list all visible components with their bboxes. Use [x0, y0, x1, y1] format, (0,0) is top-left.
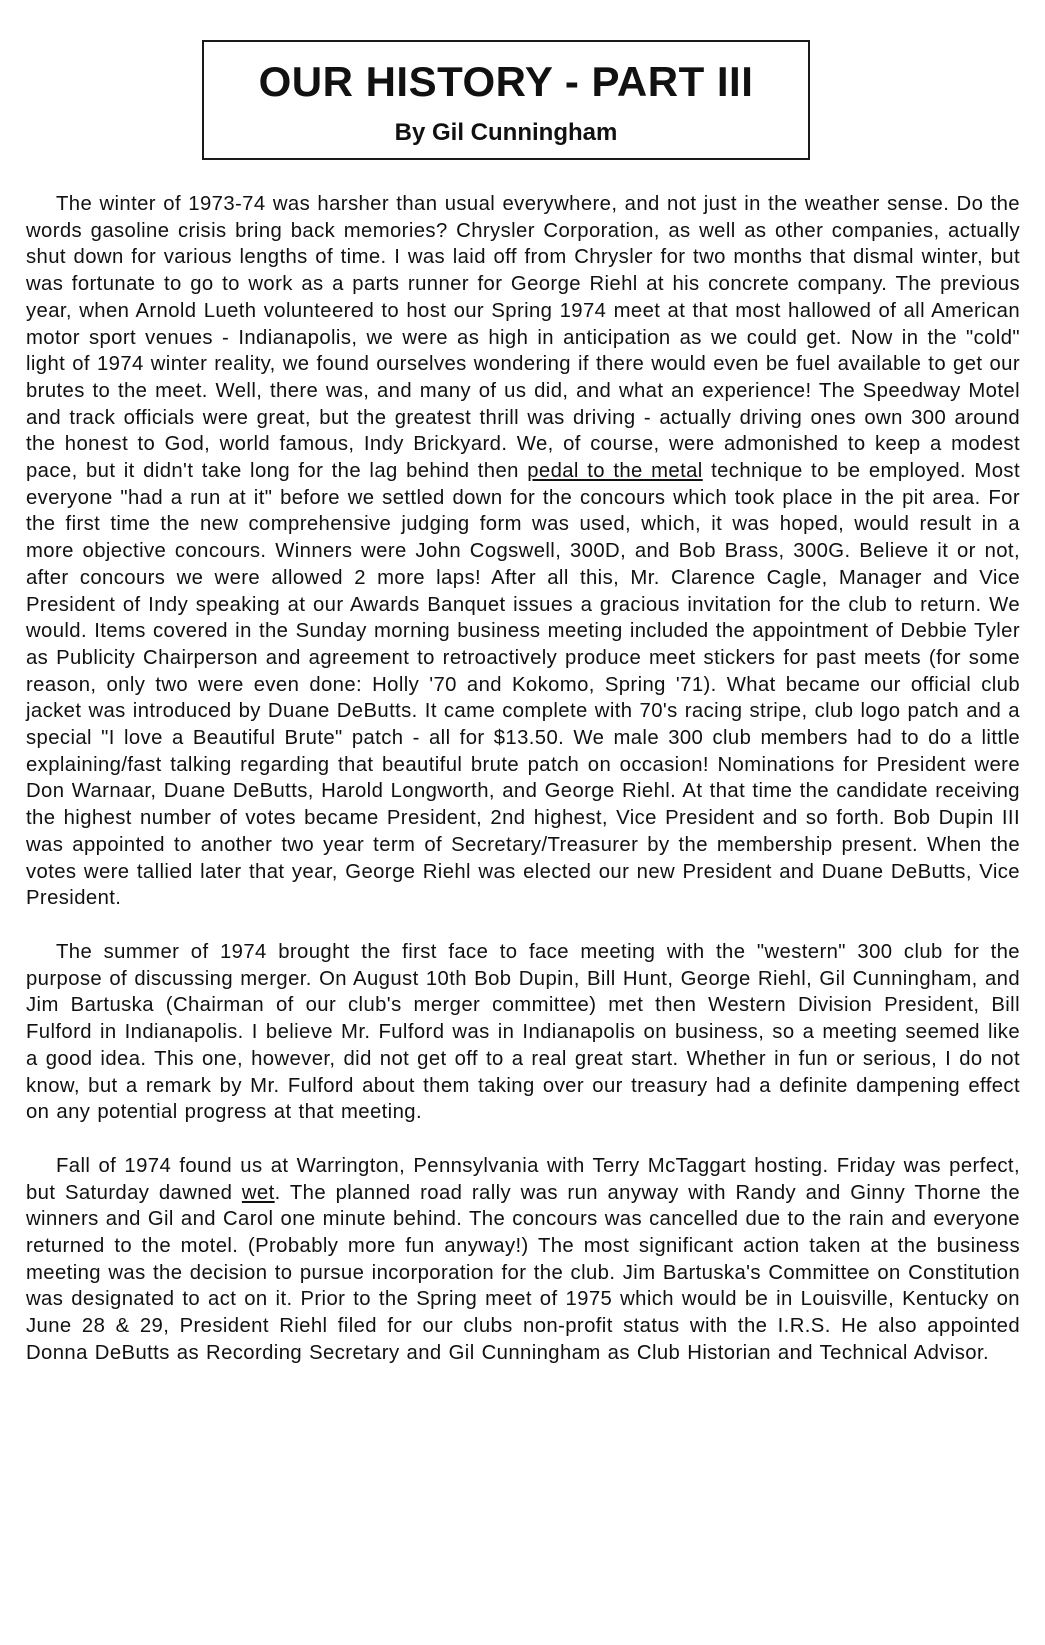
- author-byline: By Gil Cunningham: [394, 119, 618, 146]
- paragraph-text: The summer of 1974 brought the first face to face meeting with the "western" 300 club for the purpose of discussing merger. On August 10th Bob Dupin, Bill Hunt, George Riehl, Gil Cunningham, and Jim Bartuska (Chairman of our club's merger committee) met then Western Division President, Bill Fulford in Indianapolis. I believe Mr. Fulford was in Indianapolis on business, so a meeting seemed like a good idea. This one, however, did not get off to a real great start. Whether in fun or serious, I do not know, but a remark by Mr. Fulford about them taking over our treasury had a definite dampening effect on any potential progress at that meeting.: [26, 940, 1020, 1124]
- article-body: [26, 191, 1020, 1367]
- paragraph-text: Fall of 1974 found us at Warrington, Pennsylvania with Terry McTaggart hosting. Friday was perfect, but Saturday dawned: [26, 1154, 1020, 1204]
- paragraph-text: . The planned road rally was run anyway with Randy and Ginny Thorne the winners and Gil and Carol one minute behind. The concours was cancelled due to the rain and everyone returned to the motel. (Probably more fun anyway!) The most significant action taken at the business meeting was the decision to pursue incorporation for the club. Jim Bartuska's Committee on Constitution was designated to act on it. Prior to the Spring meet of 1975 which would be in Louisville, Kentucky on June 28 & 29, President Riehl filed for our clubs non-profit status with the I.R.S. He also appointed Donna DeButts as Recording Secretary and Gil Cunningham as Club Historian and Technical Advisor.: [26, 1181, 1020, 1364]
- underlined-phrase: wet: [241, 1181, 275, 1204]
- paragraph-text: The winter of 1973-74 was harsher than usual everywhere, and not just in the weather sense. Do the words gasoline crisis bring back memories? Chrysler Corporation, as well as other companies, actually shut down for various lengths of time. I was laid off from Chrysler for two months that dismal winter, but was fortunate to go to work as a parts runner for George Riehl at his concrete company. The previous year, when Arnold Lueth volunteered to host our Spring 1974 meet at that most hallowed of all American motor sport venues - Indianapolis, we were as high in anticipation as we could get. Now in the "cold" light of 1974 winter reality, we found ourselves wondering if there would even be fuel available to get our brutes to the meet. Well, there was, and many of us did, and what an experience! The Speedway Motel and track officials were great, but the greatest thrill was driving - actually driving ones own 300 around the honest to God, world famous, Indy Brickyard. We, of course, were admonished to keep a modest pace, but it didn't take long for the lag behind then: [26, 193, 1020, 483]
- title-box: [202, 40, 810, 160]
- page-title: OUR HISTORY - PART III: [258, 58, 754, 105]
- underlined-phrase: pedal to the metal: [527, 460, 703, 483]
- paragraph-2: [26, 939, 1020, 1126]
- paragraph-text: technique to be employed. Most everyone "had a run at it" before we settled down for the concours which took place in the pit area. For the first time the new comprehensive judging form was used, which, it was hoped, would result in a more objective concours. Winners were John Cogswell, 300D, and Bob Brass, 300G. Believe it or not, after concours we were allowed 2 more laps! After all this, Mr. Clarence Cagle, Manager and Vice President of Indy speaking at our Awards Banquet issues a gracious invitation for the club to return. We would. Items covered in the Sunday morning business meeting included the appointment of Debbie Tyler as Publicity Chairperson and agreement to retroactively produce meet stickers for past meets (for some reason, only two were even done: Holly '70 and Kokomo, Spring '71). What became our official club jacket was introduced by Duane DeButts. It came complete with 70's racing stripe, club logo patch and a special "I love a Beautiful Brute" patch - all for $13.50. We male 300 club members had to do a little explaining/fast talking regarding that beautiful brute patch on occasion! Nominations for President were Don Warnaar, Duane DeButts, Harold Longworth, and George Riehl. At that time the candidate receiving the highest number of votes became President, 2nd highest, Vice President and so forth. Bob Dupin III was appointed to another two year term of Secretary/Treasurer by the membership present. When the votes were tallied later that year, George Riehl was elected our new President and Duane DeButts, Vice President.: [26, 460, 1020, 910]
- paragraph-1: [26, 191, 1020, 912]
- paragraph-3: [26, 1153, 1020, 1367]
